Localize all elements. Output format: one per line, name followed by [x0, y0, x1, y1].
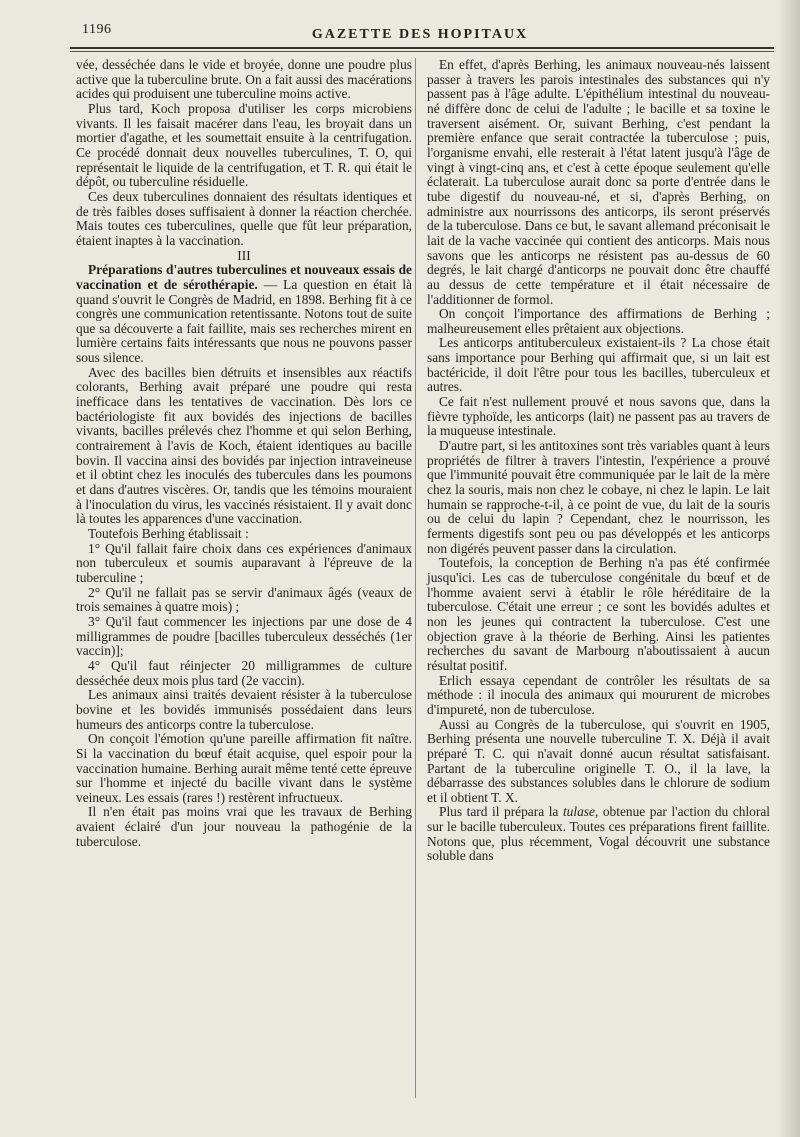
paragraph: Avec des bacilles bien détruits et insensibles aux réactifs colorants, Berhing avait préparé une poudre qui resta inefficace dans les tentatives de vaccination. Dès lors ce bactériologiste fit aux bovidés des injections de bacilles vivants, bacilles prélevés chez l'homme et qui selon Berhing, contrairement à l'avis de Koch, étaient identiques au bacille bovin. Il vaccina ainsi des bovidés par injection intraveineuse et il obtint chez les inoculés des tubercules dans les poumons et dans d'autres viscères. Or, tandis que les témoins mouraient à l'inoculation du virus, les vaccinés résistaient. Il y avait donc là toutes les apparences d'une vaccination. — [76, 364, 412, 527]
paragraph — [76, 263, 412, 366]
page-header — [70, 22, 770, 46]
paragraph: D'autre part, si les antitoxines sont très variables quant à leurs propriétés de filtrer à travers l'intestin, l'expérience a prouvé que l'immunité pouvait être communiquée par le lait de la mère chez la souris, mais non chez le cobaye, ni chez le lapin. Le lait humain se rapproche-t-il, à ce point de vue, du lait de la souris ou de celui du lapin ? Cependant, chez le nourrisson, les ferments digestifs sont peu ou pas développés et les anticorps non digérés peuvent passer dans la circulation. — [427, 438, 770, 556]
paragraph-text: — La question en était là quand s'ouvrit le Congrès de Madrid, en 1898. Berhing fit à ce congrès une communication retentissante. Notons tout de suite que sa découverte a fait faillite, mais ses recherches mirent en lumière certains faits intéressants que nous ne pouvons passer sous silence. — [76, 276, 412, 366]
paragraph: Les anticorps antituberculeux existaient-ils ? La chose était sans importance pour Berhing qui affirmait que, si un lait est bactéricide, il doit l'être pour tous les bacilles, tuberculeux et autres. — [427, 335, 770, 395]
section-heading: Préparations d'autres tuberculines et nouveaux essais de vaccination et de sérothérapie. — [76, 262, 412, 292]
paragraph: Aussi au Congrès de la tuberculose, qui s'ouvrit en 1905, Berhing présenta une nouvelle tuberculine T. X. Déjà il avait préparé T. C. qui n'avait donné aucun résultat satisfaisant. Partant de la tuberculine originelle T. O., il la lave, la débarrasse des substances solubles dans le chlorure de sodium et il obtient T. X. — [427, 716, 770, 805]
header-rule-thin — [70, 51, 774, 52]
paragraph: vée, desséchée dans le vide et broyée, donne une poudre plus active que la tuberculine brute. On a fait aussi des macérations acides qui produisent une tuberculine moins active. — [76, 57, 412, 102]
paragraph: On conçoit l'importance des affirmations de Berhing ; malheureusement elles prêtaient aux objections. — [427, 306, 770, 336]
paragraph: Il n'en était pas moins vrai que les travaux de Berhing avaient éclairé d'un jour nouveau la pathogénie de la tuberculose. — [76, 804, 412, 849]
paragraph-text: , obtenue par l'action du chloral sur le bacille tuberculeux. Toutes ces préparations firent faillite. Notons que, plus récemment, Vogal découvrit une substance soluble dans — [427, 804, 770, 864]
page-number: 1196 — [82, 22, 112, 37]
page-edge — [778, 0, 800, 1137]
section-number: III — [237, 247, 251, 263]
paragraph-text: Plus tard il prépara la — [439, 804, 563, 820]
list-item: 1° Qu'il fallait faire choix dans ces expériences d'animaux non tuberculeux et soumis auparavant à l'épreuve de la tuberculine ; — [76, 540, 412, 585]
column-divider — [415, 58, 416, 1098]
list-item: 2° Qu'il ne fallait pas se servir d'animaux âgés (veaux de trois semaines à quatre mois) ; — [76, 584, 412, 615]
journal-title: GAZETTE DES HOPITAUX — [311, 27, 529, 42]
list-item: 3° Qu'il faut commencer les injections par une dose de 4 milligrammes de poudre [bacilles tuberculeux desséchés (1er vaccin)]; — [76, 613, 412, 659]
paragraph: Ce fait n'est nullement prouvé et nous savons que, dans la fièvre typhoïde, les anticorps (lait) ne passent pas au travers de la muqueuse intestinale. — [427, 394, 770, 439]
paragraph — [427, 805, 770, 864]
italic-term: tulase — [562, 804, 595, 820]
paragraph: On conçoit l'émotion qu'une pareille affirmation fit naître. Si la vaccination du bœuf était acquise, quel espoir pour la vaccination humaine. Berhing aurait même tenté cette épreuve sur l'homme et injecté du bacille vivant dans le système veineux. Les essais (rares !) restèrent infructueux. — [76, 731, 412, 805]
paragraph: Erlich essaya cependant de contrôler les résultats de sa méthode : il inocula des animaux qui moururent de microbes d'impureté, non de tuberculose. — [427, 672, 770, 717]
header-rule-thick — [70, 47, 774, 49]
paragraph: Plus tard, Koch proposa d'utiliser les corps microbiens vivants. Il les faisait macérer dans l'eau, les broyait dans un mortier d'agathe, et les soumettait ensuite à la centrifugation. Ce procédé donnait deux nouvelles tuberculines, T. O, qui représentait le liquide de la centrifugation, et T. R. qui était le dépôt, ou tuberculine résiduelle. — [76, 100, 412, 190]
paragraph: Toutefois Berhing établissait : — [88, 526, 249, 541]
paragraph: Ces deux tuberculines donnaient des résultats identiques et de très faibles doses suffisaient à donner la réaction cherchée. Mais toutes ces tuberculines, quelle que fût leur préparation, étaient inaptes à la vaccination. — [76, 188, 412, 248]
left-column — [76, 58, 412, 849]
paragraph: Les animaux ainsi traités devaient résister à la tuberculose bovine et les bovidés immunisés possédaient dans leurs humeurs des anticorps contre la tuberculose. — [76, 687, 412, 732]
paragraph: En effet, d'après Berhing, les animaux nouveau-nés laissent passer à travers les parois intestinales des substances qui n'y passent pas à l'âge adulte. L'épithélium intestinal du nouveau-né diffère donc de celui de l'adulte ; le bacille et sa toxine le traversent aisément. Or, suivant Berhing, c'est pendant la première enfance que serait contractée la tuberculose ; puis, l'organisme envahi, elle resterait à l'état latent jusqu'à l'âge de vingt à vingt-cinq ans, et c'est à cette époque seulement qu'elle éclaterait. La tuberculose aurait donc sa porte d'entrée dans le tube digestif du nouveau-né, et si, d'après Berhing, on administre aux nourrissons des anticorps, ils seront préservés de la tuberculose. Dans ce but, le savant allemand préconisait le lait de la vache vaccinée qui contient des anticorps. Mais nous savons que les anticorps ne résistent pas au-dessus de 60 degrés, le lait chargé d'anticorps ne pouvait donc être chauffé au dessus de cette température et il était nécessaire de l'additionner de formol. — [427, 57, 770, 307]
right-column — [427, 58, 770, 864]
list-item: 4° Qu'il faut réinjecter 20 milligrammes de culture desséchée deux mois plus tard (2e vaccin). — [76, 657, 412, 688]
paragraph: Toutefois, la conception de Berhing n'a pas été confirmée jusqu'ici. Les cas de tuberculose congénitale du bœuf et de l'homme avaient servi à établir le rôle héréditaire de la tuberculose. C'était une erreur ; ce sont les bovidés adultes et non les jeunes qui contractent la tuberculose. C'est une objection grave à la théorie de Berhing. Ainsi les patientes recherches du savant de Marbourg n'aboutissaient à aucun résultat positif. — [427, 555, 770, 673]
